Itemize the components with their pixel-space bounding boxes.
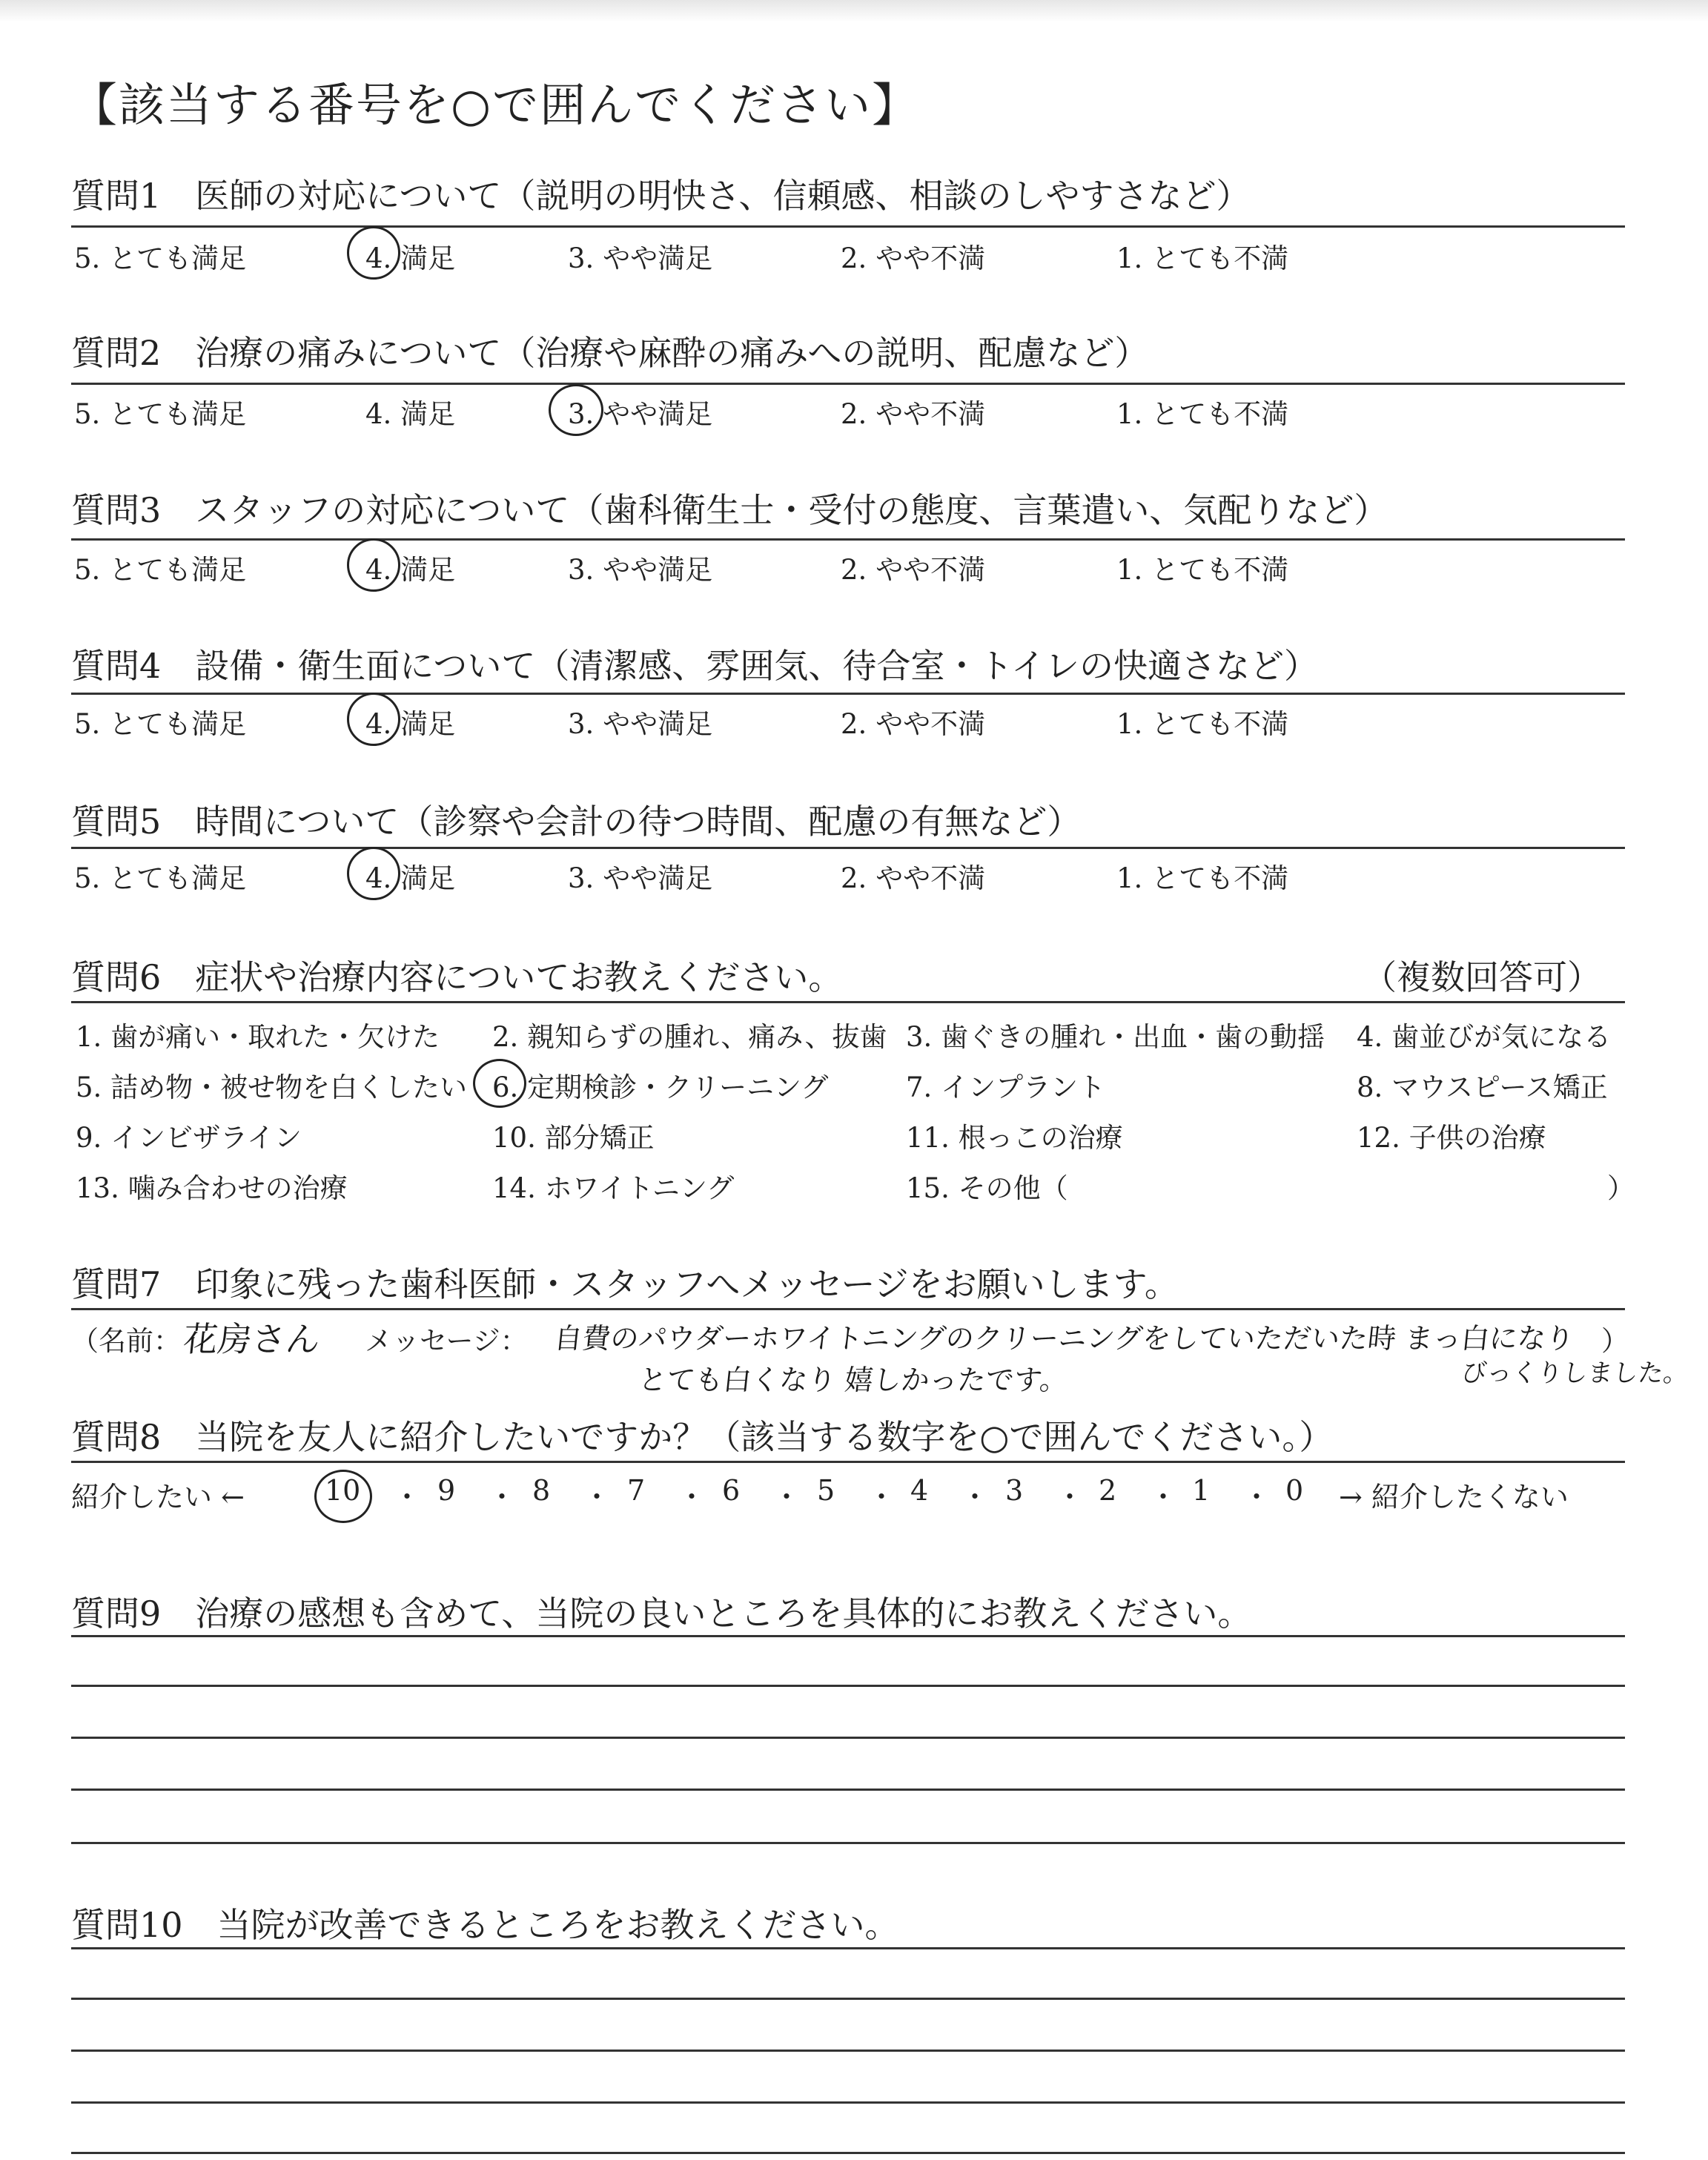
q1-option-2[interactable]: 2. やや不満 (841, 242, 986, 274)
question-5-rule (71, 847, 1625, 849)
q6-item-12[interactable]: 12. 子供の治療 (1357, 1122, 1546, 1154)
q2-selection-circle (549, 384, 603, 436)
question-3-heading: 質問3 スタッフの対応について（歯科衛生士・受付の態度、言葉遣い、気配りなど） (71, 490, 1388, 530)
q8-scale-7[interactable]: 7 (627, 1474, 646, 1507)
q8-scale-8[interactable]: 8 (532, 1474, 551, 1507)
q7-close-paren: ） (1601, 1325, 1629, 1357)
page-title: 【該当する番号を○で囲んでください】 (71, 78, 920, 132)
q9-answer-line[interactable] (71, 1789, 1625, 1791)
q6-item-15[interactable]: 15. その他（ (906, 1172, 1068, 1204)
q6-item-13[interactable]: 13. 噛み合わせの治療 (76, 1172, 348, 1204)
q4-option-4[interactable]: 4. 満足 (365, 708, 456, 740)
q3-option-4[interactable]: 4. 満足 (365, 554, 456, 586)
q6-item-15-close-paren: ） (1607, 1172, 1635, 1204)
q9-answer-line[interactable] (71, 1635, 1625, 1637)
q6-item-2[interactable]: 2. 親知らずの腫れ、痛み、抜歯 (492, 1021, 887, 1053)
question-2-heading: 質問2 治療の痛みについて（治療や麻酔の痛みへの説明、配慮など） (71, 333, 1149, 373)
q10-answer-line[interactable] (71, 2050, 1625, 2052)
q8-sep: ・ (772, 1481, 801, 1513)
q2-option-1[interactable]: 1. とても不満 (1116, 398, 1289, 430)
q8-sep: ・ (1056, 1481, 1085, 1513)
question-6-rule (71, 1001, 1625, 1003)
q8-sep: ・ (1149, 1481, 1178, 1513)
question-2-rule (71, 383, 1625, 385)
q9-answer-line[interactable] (71, 1737, 1625, 1739)
q6-selection-circle (473, 1059, 526, 1108)
q2-option-4[interactable]: 4. 満足 (365, 398, 456, 430)
q10-answer-line[interactable] (71, 1998, 1625, 2000)
q6-item-3[interactable]: 3. 歯ぐきの腫れ・出血・歯の動揺 (906, 1021, 1325, 1053)
q1-selection-circle (347, 226, 400, 280)
q8-selection-circle (314, 1470, 372, 1523)
q6-item-7[interactable]: 7. インプラント (906, 1071, 1106, 1103)
q6-item-14[interactable]: 14. ホワイトニング (492, 1172, 735, 1204)
q3-selection-circle (347, 538, 400, 592)
q7-name-handwritten[interactable]: 花房さん (181, 1319, 322, 1359)
q6-item-5[interactable]: 5. 詰め物・被せ物を白くしたい (76, 1071, 468, 1103)
q8-sep: ・ (393, 1481, 422, 1513)
question-4-rule (71, 693, 1625, 695)
q8-sep: ・ (961, 1481, 990, 1513)
q1-option-3[interactable]: 3. やや満足 (568, 242, 713, 274)
q1-option-4[interactable]: 4. 満足 (365, 242, 456, 274)
q5-option-3[interactable]: 3. やや満足 (568, 862, 713, 894)
q3-option-1[interactable]: 1. とても不満 (1116, 554, 1289, 586)
question-6-note: （複数回答可） (1363, 957, 1601, 997)
q6-item-10[interactable]: 10. 部分矯正 (492, 1122, 655, 1154)
q3-option-5[interactable]: 5. とても満足 (74, 554, 247, 586)
question-5-heading: 質問5 時間について（診察や会計の待つ時間、配慮の有無など） (71, 802, 1082, 842)
q10-answer-line[interactable] (71, 2101, 1625, 2104)
q4-option-2[interactable]: 2. やや不満 (841, 708, 986, 740)
q6-item-4[interactable]: 4. 歯並びが気になる (1357, 1021, 1612, 1053)
q7-name-label: （名前： (71, 1325, 181, 1357)
q10-answer-line[interactable] (71, 1947, 1625, 1949)
q3-option-2[interactable]: 2. やや不満 (841, 554, 986, 586)
q8-right-label: → 紹介したくない (1339, 1481, 1569, 1513)
q3-option-3[interactable]: 3. やや満足 (568, 554, 713, 586)
q6-item-9[interactable]: 9. インビザライン (76, 1122, 302, 1154)
q8-scale-0[interactable]: 0 (1285, 1474, 1304, 1507)
q8-sep: ・ (488, 1481, 517, 1513)
q4-option-1[interactable]: 1. とても不満 (1116, 708, 1289, 740)
q6-item-1[interactable]: 1. 歯が痛い・取れた・欠けた (76, 1021, 440, 1053)
q2-option-3[interactable]: 3. やや満足 (568, 398, 713, 430)
q8-sep: ・ (867, 1481, 896, 1513)
question-7-heading: 質問7 印象に残った歯科医師・スタッフへメッセージをお願いします。 (71, 1264, 1179, 1304)
q7-message-handwritten-line1[interactable]: 自費のパウダーホワイトニングのクリーニングをしていただいた時 まっ白になり (552, 1322, 1576, 1355)
q8-scale-1[interactable]: 1 (1192, 1474, 1211, 1507)
q8-sep: ・ (678, 1481, 706, 1513)
question-8-rule (71, 1461, 1625, 1463)
q8-scale-9[interactable]: 9 (437, 1474, 456, 1507)
q9-answer-line[interactable] (71, 1685, 1625, 1687)
q4-selection-circle (347, 693, 400, 746)
question-1-rule (71, 225, 1625, 228)
q5-selection-circle (347, 847, 400, 900)
question-8-heading: 質問8 当院を友人に紹介したいですか？（該当する数字を○で囲んでください。） (71, 1417, 1334, 1457)
q2-option-2[interactable]: 2. やや不満 (841, 398, 986, 430)
q8-scale-3[interactable]: 3 (1005, 1474, 1024, 1507)
q1-option-5[interactable]: 5. とても満足 (74, 242, 247, 274)
q8-scale-5[interactable]: 5 (817, 1474, 835, 1507)
q8-scale-2[interactable]: 2 (1099, 1474, 1117, 1507)
question-7-rule (71, 1308, 1625, 1310)
q6-item-6[interactable]: 6. 定期検診・クリーニング (492, 1071, 829, 1103)
q7-message-label: メッセージ： (365, 1325, 528, 1357)
q8-scale-10[interactable]: 10 (325, 1474, 361, 1507)
q10-answer-line[interactable] (71, 2152, 1625, 2154)
q7-message-handwritten-line2[interactable]: とても白くなり 嬉しかったです。 (637, 1364, 1070, 1396)
question-9-heading: 質問9 治療の感想も含めて、当院の良いところを具体的にお教えください。 (71, 1593, 1252, 1634)
q4-option-3[interactable]: 3. やや満足 (568, 708, 713, 740)
q2-option-5[interactable]: 5. とても満足 (74, 398, 247, 430)
q8-left-label: 紹介したい ← (71, 1481, 245, 1513)
scan-top-edge (0, 0, 1708, 22)
q8-scale-6[interactable]: 6 (722, 1474, 741, 1507)
question-10-heading: 質問10 当院が改善できるところをお教えください。 (71, 1905, 899, 1945)
q6-item-8[interactable]: 8. マウスピース矯正 (1357, 1071, 1608, 1103)
q8-scale-4[interactable]: 4 (910, 1474, 929, 1507)
q8-sep: ・ (1242, 1481, 1271, 1513)
question-4-heading: 質問4 設備・衛生面について（清潔感、雰囲気、待合室・トイレの快適さなど） (71, 646, 1319, 686)
question-6-heading: 質問6 症状や治療内容についてお教えください。 (71, 957, 843, 997)
q5-option-5[interactable]: 5. とても満足 (74, 862, 247, 894)
question-3-rule (71, 538, 1625, 541)
q1-option-1[interactable]: 1. とても不満 (1116, 242, 1289, 274)
q4-option-5[interactable]: 5. とても満足 (74, 708, 247, 740)
q5-option-4[interactable]: 4. 満足 (365, 862, 456, 894)
q7-message-handwritten-line3[interactable]: びっくりしました。 (1460, 1358, 1690, 1388)
q5-option-2[interactable]: 2. やや不満 (841, 862, 986, 894)
q6-item-11[interactable]: 11. 根っこの治療 (906, 1122, 1123, 1154)
q8-sep: ・ (583, 1481, 612, 1513)
q5-option-1[interactable]: 1. とても不満 (1116, 862, 1289, 894)
question-1-heading: 質問1 医師の対応について（説明の明快さ、信頼感、相談のしやすさなど） (71, 176, 1251, 216)
q9-answer-line[interactable] (71, 1842, 1625, 1844)
